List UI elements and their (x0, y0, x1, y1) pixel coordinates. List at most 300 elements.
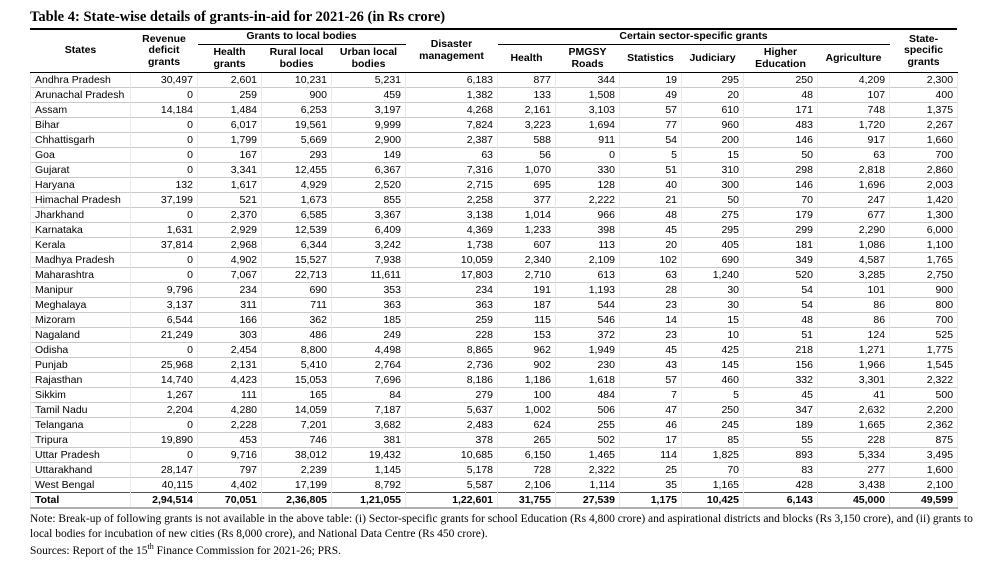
value-cell: 187 (498, 298, 556, 313)
value-cell: 49,599 (890, 493, 958, 509)
value-cell: 54 (744, 283, 818, 298)
value-cell: 2,161 (498, 103, 556, 118)
value-cell: 7,067 (198, 268, 262, 283)
value-cell: 4,587 (818, 253, 890, 268)
value-cell: 1,240 (682, 268, 744, 283)
value-cell: 917 (818, 133, 890, 148)
state-name-cell: Uttarakhand (31, 463, 131, 478)
value-cell: 54 (744, 298, 818, 313)
value-cell: 7,938 (332, 253, 406, 268)
value-cell: 51 (744, 328, 818, 343)
value-cell: 101 (818, 283, 890, 298)
table-row (31, 223, 958, 238)
value-cell: 56 (498, 148, 556, 163)
value-cell: 19,432 (332, 448, 406, 463)
table-row (31, 73, 958, 88)
col-header-judiciary: Judiciary (682, 44, 744, 73)
value-cell: 38,012 (262, 448, 332, 463)
state-name-cell: Mizoram (31, 313, 131, 328)
state-name-cell: Jharkhand (31, 208, 131, 223)
value-cell: 453 (198, 433, 262, 448)
value-cell: 40 (620, 178, 682, 193)
value-cell: 2,750 (890, 268, 958, 283)
value-cell: 349 (744, 253, 818, 268)
value-cell: 5 (620, 148, 682, 163)
value-cell: 3,495 (890, 448, 958, 463)
value-cell: 48 (744, 313, 818, 328)
value-cell: 1,508 (556, 88, 620, 103)
value-cell: 6,143 (744, 493, 818, 509)
value-cell: 700 (890, 148, 958, 163)
value-cell: 6,409 (332, 223, 406, 238)
table-row (31, 343, 958, 358)
value-cell: 6,344 (262, 238, 332, 253)
value-cell: 30 (682, 283, 744, 298)
value-cell: 4,929 (262, 178, 332, 193)
table-notes (30, 512, 980, 558)
value-cell: 500 (890, 388, 958, 403)
value-cell: 1,267 (131, 388, 198, 403)
value-cell: 690 (262, 283, 332, 298)
state-name-cell: Manipur (31, 283, 131, 298)
value-cell: 21,249 (131, 328, 198, 343)
col-header-revenue-deficit-grants: Revenue deficit grants (131, 30, 198, 73)
col-header-disaster-management: Disaster management (406, 30, 498, 73)
value-cell: 902 (498, 358, 556, 373)
value-cell: 746 (262, 433, 332, 448)
value-cell: 77 (620, 118, 682, 133)
value-cell: 0 (131, 133, 198, 148)
value-cell: 1,694 (556, 118, 620, 133)
value-cell: 295 (682, 223, 744, 238)
value-cell: 2,632 (818, 403, 890, 418)
value-cell: 100 (498, 388, 556, 403)
value-cell: 5 (682, 388, 744, 403)
value-cell: 45 (744, 388, 818, 403)
value-cell: 378 (406, 433, 498, 448)
col-group-grants-to-local-bodies: Grants to local bodies (198, 30, 406, 44)
value-cell: 1,738 (406, 238, 498, 253)
value-cell: 6,000 (890, 223, 958, 238)
value-cell: 85 (682, 433, 744, 448)
value-cell: 70,051 (198, 493, 262, 509)
table-title: Table 4: State-wise details of grants-in-aid for 2021-26 (in Rs crore) (30, 9, 957, 30)
value-cell: 63 (406, 148, 498, 163)
value-cell: 250 (744, 73, 818, 88)
value-cell: 3,242 (332, 238, 406, 253)
value-cell: 748 (818, 103, 890, 118)
value-cell: 1,825 (682, 448, 744, 463)
value-cell: 1,145 (332, 463, 406, 478)
value-cell: 7,824 (406, 118, 498, 133)
col-header-agriculture: Agriculture (818, 44, 890, 73)
value-cell: 728 (498, 463, 556, 478)
state-name-cell: Bihar (31, 118, 131, 133)
value-cell: 28 (620, 283, 682, 298)
value-cell: 128 (556, 178, 620, 193)
value-cell: 2,200 (890, 403, 958, 418)
value-cell: 966 (556, 208, 620, 223)
value-cell: 2,520 (332, 178, 406, 193)
value-cell: 7,187 (332, 403, 406, 418)
value-cell: 2,300 (890, 73, 958, 88)
note-text: Note: Break-up of following grants is not available in the above table: (i) Sector-specific grants for school Education (Rs 4,800 crore) and aspirational districts and blocks (Rs 3,150 crore), and (ii) grants to local bodies for incubation of new cities (Rs 8,000 crore), and National Data Centre (Rs 450 crore). (30, 513, 973, 540)
value-cell: 486 (262, 328, 332, 343)
value-cell: 2,290 (818, 223, 890, 238)
value-cell: 877 (498, 73, 556, 88)
state-name-cell: Uttar Pradesh (31, 448, 131, 463)
value-cell: 6,017 (198, 118, 262, 133)
value-cell: 228 (406, 328, 498, 343)
value-cell: 300 (682, 178, 744, 193)
table-row (31, 463, 958, 478)
state-name-cell: Arunachal Pradesh (31, 88, 131, 103)
value-cell: 2,860 (890, 163, 958, 178)
value-cell: 179 (744, 208, 818, 223)
value-cell: 15,527 (262, 253, 332, 268)
value-cell: 4,268 (406, 103, 498, 118)
value-cell: 5,334 (818, 448, 890, 463)
table-row (31, 358, 958, 373)
value-cell: 114 (620, 448, 682, 463)
value-cell: 2,239 (262, 463, 332, 478)
value-cell: 1,086 (818, 238, 890, 253)
value-cell: 544 (556, 298, 620, 313)
value-cell: 259 (406, 313, 498, 328)
value-cell: 19,890 (131, 433, 198, 448)
value-cell: 228 (818, 433, 890, 448)
value-cell: 295 (682, 73, 744, 88)
table-row (31, 88, 958, 103)
value-cell: 911 (556, 133, 620, 148)
value-cell: 1,165 (682, 478, 744, 493)
value-cell: 45 (620, 223, 682, 238)
value-cell: 25,968 (131, 358, 198, 373)
value-cell: 310 (682, 163, 744, 178)
value-cell: 57 (620, 373, 682, 388)
value-cell: 2,968 (198, 238, 262, 253)
value-cell: 2,106 (498, 478, 556, 493)
value-cell: 149 (332, 148, 406, 163)
table-row (31, 478, 958, 493)
value-cell: 31,755 (498, 493, 556, 509)
value-cell: 2,370 (198, 208, 262, 223)
value-cell: 46 (620, 418, 682, 433)
value-cell: 6,367 (332, 163, 406, 178)
value-cell: 5,178 (406, 463, 498, 478)
state-name-cell: Chhattisgarh (31, 133, 131, 148)
value-cell: 1,465 (556, 448, 620, 463)
value-cell: 84 (332, 388, 406, 403)
value-cell: 5,231 (332, 73, 406, 88)
value-cell: 45,000 (818, 493, 890, 509)
value-cell: 2,764 (332, 358, 406, 373)
value-cell: 3,137 (131, 298, 198, 313)
value-cell: 353 (332, 283, 406, 298)
value-cell: 3,367 (332, 208, 406, 223)
value-cell: 711 (262, 298, 332, 313)
value-cell: 2,818 (818, 163, 890, 178)
col-header-urban-local-bodies: Urban local bodies (332, 44, 406, 73)
value-cell: 0 (131, 88, 198, 103)
value-cell: 51 (620, 163, 682, 178)
value-cell: 102 (620, 253, 682, 268)
value-cell: 303 (198, 328, 262, 343)
value-cell: 700 (890, 313, 958, 328)
value-cell: 293 (262, 148, 332, 163)
table-row (31, 148, 958, 163)
value-cell: 546 (556, 313, 620, 328)
value-cell: 25 (620, 463, 682, 478)
value-cell: 3,682 (332, 418, 406, 433)
table-row (31, 298, 958, 313)
value-cell: 1,100 (890, 238, 958, 253)
value-cell: 1,966 (818, 358, 890, 373)
value-cell: 259 (198, 88, 262, 103)
value-cell: 54 (620, 133, 682, 148)
value-cell: 0 (131, 343, 198, 358)
state-name-cell: Meghalaya (31, 298, 131, 313)
value-cell: 11,611 (332, 268, 406, 283)
value-cell: 17 (620, 433, 682, 448)
value-cell: 249 (332, 328, 406, 343)
state-name-cell: Kerala (31, 238, 131, 253)
value-cell: 2,340 (498, 253, 556, 268)
value-cell: 0 (131, 148, 198, 163)
value-cell: 1,696 (818, 178, 890, 193)
value-cell: 797 (198, 463, 262, 478)
value-cell: 2,387 (406, 133, 498, 148)
value-cell: 47 (620, 403, 682, 418)
value-cell: 45 (620, 343, 682, 358)
value-cell: 1,799 (198, 133, 262, 148)
value-cell: 0 (131, 268, 198, 283)
value-cell: 4,369 (406, 223, 498, 238)
value-cell: 1,484 (198, 103, 262, 118)
sources-prefix: Sources: Report of the 15 (30, 544, 148, 557)
value-cell: 30,497 (131, 73, 198, 88)
value-cell: 8,792 (332, 478, 406, 493)
value-cell: 1,673 (262, 193, 332, 208)
value-cell: 70 (744, 193, 818, 208)
value-cell: 133 (498, 88, 556, 103)
value-cell: 8,865 (406, 343, 498, 358)
value-cell: 247 (818, 193, 890, 208)
value-cell: 1,300 (890, 208, 958, 223)
state-name-cell: Punjab (31, 358, 131, 373)
value-cell: 2,109 (556, 253, 620, 268)
value-cell: 1,175 (620, 493, 682, 509)
col-header-states: States (31, 30, 131, 73)
value-cell: 9,716 (198, 448, 262, 463)
value-cell: 189 (744, 418, 818, 433)
value-cell: 962 (498, 343, 556, 358)
col-header-health-grants: Health grants (198, 44, 262, 73)
value-cell: 28,147 (131, 463, 198, 478)
value-cell: 0 (556, 148, 620, 163)
value-cell: 23 (620, 298, 682, 313)
value-cell: 1,618 (556, 373, 620, 388)
value-cell: 63 (620, 268, 682, 283)
value-cell: 10,231 (262, 73, 332, 88)
value-cell: 57 (620, 103, 682, 118)
value-cell: 613 (556, 268, 620, 283)
state-name-cell: Tripura (31, 433, 131, 448)
value-cell: 1,002 (498, 403, 556, 418)
value-cell: 900 (890, 283, 958, 298)
value-cell: 607 (498, 238, 556, 253)
table-row (31, 373, 958, 388)
state-name-cell: Nagaland (31, 328, 131, 343)
table-row (31, 193, 958, 208)
value-cell: 250 (682, 403, 744, 418)
value-cell: 9,999 (332, 118, 406, 133)
value-cell: 4,498 (332, 343, 406, 358)
value-cell: 4,902 (198, 253, 262, 268)
value-cell: 15 (682, 313, 744, 328)
value-cell: 677 (818, 208, 890, 223)
value-cell: 1,775 (890, 343, 958, 358)
value-cell: 3,285 (818, 268, 890, 283)
value-cell: 1,720 (818, 118, 890, 133)
state-name-cell: Rajasthan (31, 373, 131, 388)
value-cell: 2,267 (890, 118, 958, 133)
value-cell: 185 (332, 313, 406, 328)
value-cell: 506 (556, 403, 620, 418)
value-cell: 1,014 (498, 208, 556, 223)
sources-superscript: th (147, 541, 154, 551)
value-cell: 15 (682, 148, 744, 163)
value-cell: 3,103 (556, 103, 620, 118)
value-cell: 15,053 (262, 373, 332, 388)
value-cell: 1,382 (406, 88, 498, 103)
value-cell: 330 (556, 163, 620, 178)
value-cell: 405 (682, 238, 744, 253)
state-name-cell: Tamil Nadu (31, 403, 131, 418)
value-cell: 520 (744, 268, 818, 283)
value-cell: 2,100 (890, 478, 958, 493)
table-row (31, 238, 958, 253)
value-cell: 460 (682, 373, 744, 388)
value-cell: 10,685 (406, 448, 498, 463)
table-row (31, 403, 958, 418)
value-cell: 132 (131, 178, 198, 193)
table-row (31, 133, 958, 148)
table-row (31, 208, 958, 223)
value-cell: 525 (890, 328, 958, 343)
value-cell: 6,183 (406, 73, 498, 88)
state-name-cell: Assam (31, 103, 131, 118)
value-cell: 6,585 (262, 208, 332, 223)
value-cell: 86 (818, 313, 890, 328)
value-cell: 0 (131, 448, 198, 463)
value-cell: 4,209 (818, 73, 890, 88)
col-header-rural-local-bodies: Rural local bodies (262, 44, 332, 73)
value-cell: 19,561 (262, 118, 332, 133)
value-cell: 960 (682, 118, 744, 133)
value-cell: 1,233 (498, 223, 556, 238)
value-cell: 7 (620, 388, 682, 403)
value-cell: 63 (818, 148, 890, 163)
value-cell: 279 (406, 388, 498, 403)
value-cell: 1,545 (890, 358, 958, 373)
value-cell: 893 (744, 448, 818, 463)
state-name-cell: Goa (31, 148, 131, 163)
value-cell: 2,710 (498, 268, 556, 283)
value-cell: 299 (744, 223, 818, 238)
value-cell: 35 (620, 478, 682, 493)
value-cell: 483 (744, 118, 818, 133)
value-cell: 2,322 (890, 373, 958, 388)
value-cell: 2,900 (332, 133, 406, 148)
value-cell: 344 (556, 73, 620, 88)
col-group-sector-specific-grants: Certain sector-specific grants (498, 30, 890, 44)
value-cell: 10 (682, 328, 744, 343)
value-cell: 484 (556, 388, 620, 403)
value-cell: 50 (744, 148, 818, 163)
value-cell: 40,115 (131, 478, 198, 493)
value-cell: 7,696 (332, 373, 406, 388)
value-cell: 9,796 (131, 283, 198, 298)
value-cell: 377 (498, 193, 556, 208)
state-name-cell: Gujarat (31, 163, 131, 178)
value-cell: 234 (406, 283, 498, 298)
value-cell: 0 (131, 418, 198, 433)
state-name-cell: Telangana (31, 418, 131, 433)
table-row (31, 433, 958, 448)
table-row (31, 268, 958, 283)
value-cell: 2,322 (556, 463, 620, 478)
value-cell: 298 (744, 163, 818, 178)
value-cell: 2,736 (406, 358, 498, 373)
total-label-cell: Total (31, 493, 131, 509)
value-cell: 20 (682, 88, 744, 103)
value-cell: 37,199 (131, 193, 198, 208)
table-row (31, 448, 958, 463)
value-cell: 2,362 (890, 418, 958, 433)
value-cell: 146 (744, 178, 818, 193)
value-cell: 624 (498, 418, 556, 433)
value-cell: 3,301 (818, 373, 890, 388)
value-cell: 363 (332, 298, 406, 313)
sources-suffix: Finance Commission for 2021-26; PRS. (153, 544, 341, 557)
value-cell: 12,455 (262, 163, 332, 178)
value-cell: 332 (744, 373, 818, 388)
value-cell: 5,587 (406, 478, 498, 493)
value-cell: 14,740 (131, 373, 198, 388)
table-row (31, 103, 958, 118)
value-cell: 363 (406, 298, 498, 313)
value-cell: 86 (818, 298, 890, 313)
col-header-pmgsy-roads: PMGSY Roads (556, 44, 620, 73)
table-row (31, 253, 958, 268)
value-cell: 2,483 (406, 418, 498, 433)
value-cell: 347 (744, 403, 818, 418)
value-cell: 1,665 (818, 418, 890, 433)
value-cell: 2,228 (198, 418, 262, 433)
value-cell: 70 (682, 463, 744, 478)
value-cell: 171 (744, 103, 818, 118)
value-cell: 41 (818, 388, 890, 403)
state-name-cell: Madhya Pradesh (31, 253, 131, 268)
value-cell: 2,94,514 (131, 493, 198, 509)
value-cell: 695 (498, 178, 556, 193)
value-cell: 14,184 (131, 103, 198, 118)
value-cell: 17,803 (406, 268, 498, 283)
grants-table (30, 30, 958, 509)
value-cell: 5,410 (262, 358, 332, 373)
value-cell: 156 (744, 358, 818, 373)
